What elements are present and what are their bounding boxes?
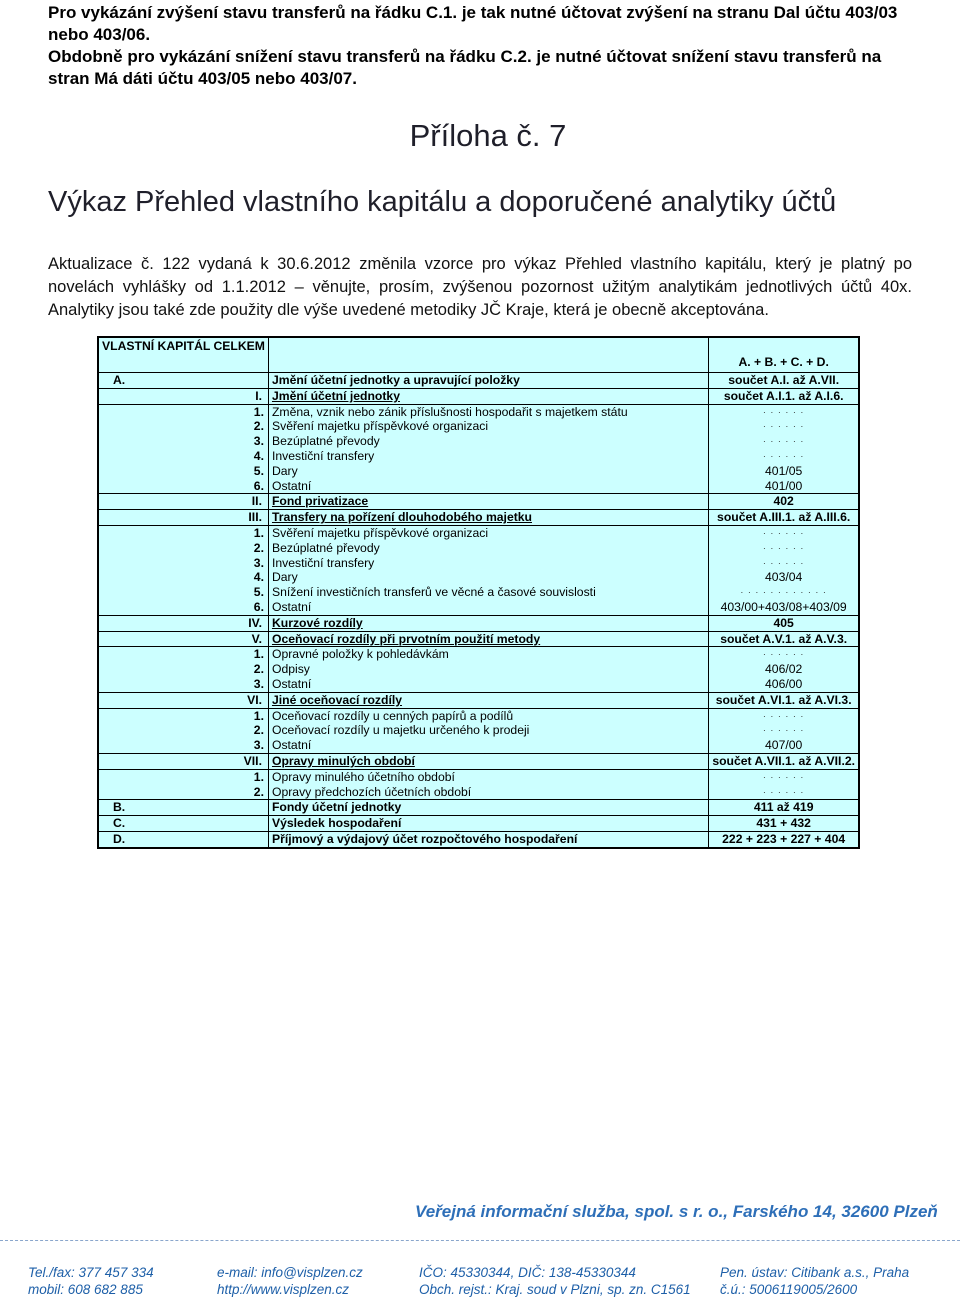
footer-registration-column [419, 1264, 691, 1298]
row-code: 1. [98, 404, 268, 419]
row-label: Oceňovací rozdíly při prvotním použití metody [268, 631, 708, 647]
row-label: Dary [268, 570, 708, 585]
table-row [98, 769, 859, 784]
row-code: D. [98, 831, 268, 847]
table-row [98, 434, 859, 449]
row-label: Opravné položky k pohledávkám [268, 647, 708, 662]
table-row [98, 785, 859, 800]
table-row [98, 585, 859, 600]
table-row [98, 388, 859, 404]
table-row [98, 831, 859, 847]
row-code: 2. [98, 662, 268, 677]
row-label: Ostatní [268, 479, 708, 494]
header-label: VLASTNÍ KAPITÁL CELKEM [98, 337, 268, 373]
row-label: Investiční transfery [268, 556, 708, 571]
footer-website[interactable]: http://www.visplzen.cz [217, 1282, 350, 1297]
row-accounts: 406/00 [765, 676, 803, 691]
row-accounts: součet A.V.1. až A.V.3. [709, 631, 859, 647]
row-label: Jiné oceňovací rozdíly [268, 692, 708, 708]
row-accounts: · · · · · · [762, 771, 805, 782]
row-accounts: 403/00+403/08+403/09 [720, 599, 847, 614]
row-label: Oceňovací rozdíly u cenných papírů a podílů [268, 708, 708, 723]
row-code: 3. [98, 434, 268, 449]
table-row [98, 404, 859, 419]
row-code: VII. [98, 753, 268, 769]
company-name: Veřejná informační služba, spol. s r. o., Farského 14, 32600 Plzeň [415, 1202, 938, 1221]
row-accounts: 431 + 432 [709, 816, 859, 832]
row-accounts: 402 [709, 494, 859, 510]
row-label: Výsledek hospodaření [268, 816, 708, 832]
row-code: 4. [98, 570, 268, 585]
row-accounts: 407/00 [765, 738, 803, 753]
row-code: VI. [98, 692, 268, 708]
row-accounts: · · · · · · [762, 710, 805, 721]
intro-text [48, 2, 916, 90]
row-accounts: · · · · · · [762, 421, 805, 432]
row-accounts: · · · · · · [762, 406, 805, 417]
row-label: Fond privatizace [268, 494, 708, 510]
table-row [98, 570, 859, 585]
row-label: Oceňovací rozdíly u majetku určeného k prodeji [268, 723, 708, 738]
row-label: Bezúplatné převody [268, 541, 708, 556]
table-row [98, 479, 859, 494]
row-code: 3. [98, 738, 268, 753]
row-accounts: 403/04 [765, 570, 803, 585]
footer-ico: IČO: 45330344, DIČ: 138-45330344 [419, 1265, 636, 1280]
table-row [98, 692, 859, 708]
row-label: Opravy předchozích účetních období [268, 785, 708, 800]
row-label: Změna, vznik nebo zánik příslušnosti hospodařit s majetkem státu [268, 404, 708, 419]
intro-paragraph-1: Pro vykázání zvýšení stavu transferů na řádku C.1. je tak nutné účtovat zvýšení na stranu Dal účtu 403/03 nebo 403/06. [48, 3, 898, 44]
table-row [98, 662, 859, 677]
footer-register: Obch. rejst.: Kraj. soud v Plzni, sp. zn. C1561 [419, 1282, 691, 1297]
row-code: 3. [98, 677, 268, 692]
footer-phone: Tel./fax: 377 457 334 [28, 1265, 154, 1280]
row-code: 6. [98, 479, 268, 494]
row-code: I. [98, 388, 268, 404]
row-accounts: · · · · · · · · · · · · [740, 587, 827, 598]
footer-account: č.ú.: 5006119005/2600 [720, 1282, 858, 1297]
row-accounts: součet A.VI.1. až A.VI.3. [709, 692, 859, 708]
table-row [98, 738, 859, 753]
row-accounts: · · · · · · [762, 557, 805, 568]
row-code: B. [98, 800, 268, 816]
row-accounts: · · · · · · [762, 436, 805, 447]
table-row [98, 631, 859, 647]
row-code: 1. [98, 708, 268, 723]
row-code: 2. [98, 723, 268, 738]
footer-mobile: mobil: 608 682 885 [28, 1282, 143, 1297]
row-label: Svěření majetku příspěvkové organizaci [268, 419, 708, 434]
row-accounts: · · · · · · [762, 542, 805, 553]
footer-phone-column [28, 1264, 154, 1298]
row-accounts: · · · · · · [762, 450, 805, 461]
row-label: Opravy minulého účetního období [268, 769, 708, 784]
row-code: 5. [98, 464, 268, 479]
row-accounts: 222 + 223 + 227 + 404 [709, 831, 859, 847]
row-code: IV. [98, 615, 268, 631]
row-label: Bezúplatné převody [268, 434, 708, 449]
row-label: Ostatní [268, 738, 708, 753]
row-accounts: · · · · · · [762, 786, 805, 797]
row-accounts: součet A.I.1. až A.I.6. [709, 388, 859, 404]
row-accounts: 401/00 [765, 478, 803, 493]
table-row [98, 494, 859, 510]
table-header-row [98, 337, 859, 373]
table-row [98, 708, 859, 723]
table-row [98, 419, 859, 434]
table-row [98, 510, 859, 526]
row-code: 2. [98, 419, 268, 434]
table-row [98, 615, 859, 631]
row-label: Příjmový a výdajový účet rozpočtového hospodaření [268, 831, 708, 847]
table-row [98, 373, 859, 389]
row-code: II. [98, 494, 268, 510]
row-code: C. [98, 816, 268, 832]
row-accounts: součet A.VII.1. až A.VII.2. [709, 753, 859, 769]
footer-email[interactable]: e-mail: info@visplzen.cz [217, 1265, 363, 1280]
row-code: 1. [98, 769, 268, 784]
row-accounts: 401/05 [765, 463, 803, 478]
update-note: Aktualizace č. 122 vydaná k 30.6.2012 změnila vzorce pro výkaz Přehled vlastního kapitálu, který je platný po novelách vyhlášky od 1.1.2012 – věnujte, prosím, zvýšenou pozornost užitým analytikám jednotlivých účtů 40x. Analytiky jsou také zde použity dle výše uvedené metodiky JČ Kraje, která je obecně akceptována. [48, 255, 912, 319]
footer-web-column [217, 1264, 363, 1298]
row-label: Transfery na pořízení dlouhodobého majetku [268, 510, 708, 526]
row-label: Svěření majetku příspěvkové organizaci [268, 525, 708, 540]
intro-paragraph-2: Obdobně pro vykázání snížení stavu transferů na řádku C.2. je nutné účtovat snížení stavu transferů na stran Má dáti účtu 403/05 nebo 403/07. [48, 47, 882, 88]
row-label: Ostatní [268, 600, 708, 615]
row-code: 1. [98, 525, 268, 540]
row-accounts: součet A.I. až A.VII. [709, 373, 859, 389]
row-accounts: 411 až 419 [709, 800, 859, 816]
footer-divider [0, 1240, 960, 1241]
equity-table [97, 336, 860, 849]
table-row [98, 723, 859, 738]
row-code: 5. [98, 585, 268, 600]
table-row [98, 647, 859, 662]
row-code: 6. [98, 600, 268, 615]
row-accounts: 406/02 [765, 662, 803, 677]
header-spacer [268, 337, 708, 373]
row-label: Ostatní [268, 677, 708, 692]
table-row [98, 753, 859, 769]
row-accounts: 405 [709, 615, 859, 631]
row-code: A. [98, 373, 268, 389]
table-row [98, 816, 859, 832]
row-accounts: součet A.III.1. až A.III.6. [709, 510, 859, 526]
row-label: Investiční transfery [268, 449, 708, 464]
row-label: Fondy účetní jednotky [268, 800, 708, 816]
row-accounts: · · · · · · [762, 527, 805, 538]
row-code: III. [98, 510, 268, 526]
row-code: 4. [98, 449, 268, 464]
row-label: Dary [268, 464, 708, 479]
document-title: Výkaz Přehled vlastního kapitálu a doporučené analytiky účtů [48, 186, 837, 218]
row-accounts: · · · · · · [762, 725, 805, 736]
row-label: Snížení investičních transferů ve věcné a časové souvislosti [268, 585, 708, 600]
row-label: Kurzové rozdíly [268, 615, 708, 631]
row-code: 1. [98, 647, 268, 662]
row-code: 2. [98, 785, 268, 800]
row-code: 3. [98, 556, 268, 571]
appendix-heading: Příloha č. 7 [409, 118, 567, 153]
footer-bank: Pen. ústav: Citibank a.s., Praha [720, 1265, 910, 1280]
table-row [98, 525, 859, 540]
row-label: Odpisy [268, 662, 708, 677]
row-label: Jmění účetní jednotky a upravující položky [268, 373, 708, 389]
table-row [98, 600, 859, 615]
row-label: Jmění účetní jednotky [268, 388, 708, 404]
row-code: 2. [98, 541, 268, 556]
row-accounts: · · · · · · [762, 649, 805, 660]
table-row [98, 677, 859, 692]
footer-bank-column [720, 1264, 909, 1298]
table-row [98, 541, 859, 556]
row-code: V. [98, 631, 268, 647]
table-row [98, 800, 859, 816]
table-row [98, 449, 859, 464]
table-row [98, 556, 859, 571]
row-label: Opravy minulých období [268, 753, 708, 769]
header-formula: A. + B. + C. + D. [709, 337, 859, 373]
table-row [98, 464, 859, 479]
